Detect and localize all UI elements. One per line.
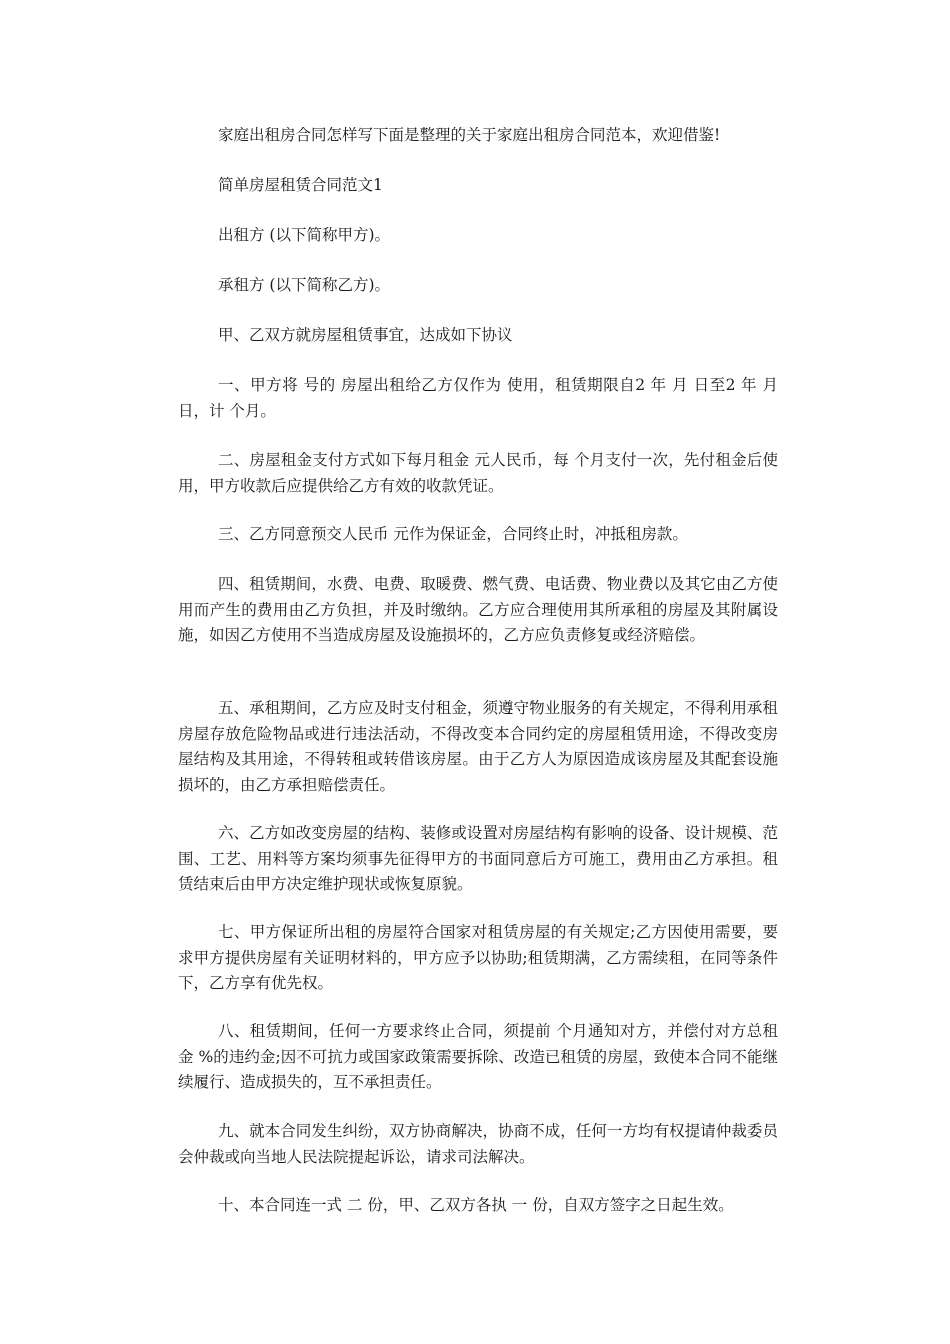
clause-3: 三、乙方同意预交人民币 元作为保证金，合同终止时，冲抵租房款。 bbox=[218, 525, 688, 543]
intro-paragraph: 家庭出租房合同怎样写下面是整理的关于家庭出租房合同范本，欢迎借鉴! bbox=[218, 126, 721, 144]
clause-2: 二、房屋租金支付方式如下每月租金 元人民币，每 个月支付一次，先付租金后使用，甲方收款后应提供给乙方有效的收款凭证。 bbox=[178, 451, 778, 495]
clause-9: 九、就本合同发生纠纷，双方协商解决，协商不成，任何一方均有权提请仲裁委员会仲裁或向当地人民法院提起诉讼，请求司法解决。 bbox=[178, 1122, 778, 1166]
clause-8: 八、租赁期间，任何一方要求终止合同，须提前 个月通知对方，并偿付对方总租金 %的违约金;因不可抗力或国家政策需要拆除、改造已租赁的房屋，致使本合同不能继续履行、造成损失的，互不承担责任。 bbox=[178, 1022, 778, 1092]
clause-5: 五、承租期间，乙方应及时支付租金，须遵守物业服务的有关规定，不得利用承租房屋存放危险物品或进行违法活动，不得改变本合同约定的房屋租赁用途，不得改变房屋结构及其用途，不得转租或转借该房屋。由于乙方人为原因造成该房屋及其配套设施损坏的，由乙方承担赔偿责任。 bbox=[178, 699, 778, 794]
clause-6: 六、乙方如改变房屋的结构、装修或设置对房屋结构有影响的设备、设计规模、范围、工艺、用料等方案均须事先征得甲方的书面同意后方可施工，费用由乙方承担。租赁结束后由甲方决定维护现状或恢复原貌。 bbox=[178, 824, 778, 894]
clause-4: 四、租赁期间，水费、电费、取暖费、燃气费、电话费、物业费以及其它由乙方使用而产生的费用由乙方负担，并及时缴纳。乙方应合理使用其所承租的房屋及其附属设施，如因乙方使用不当造成房屋及设施损坏的，乙方应负责修复或经济赔偿。 bbox=[178, 575, 778, 645]
clause-10: 十、本合同连一式 二 份，甲、乙双方各执 一 份，自双方签字之日起生效。 bbox=[218, 1196, 734, 1214]
lessor-line: 出租方 (以下简称甲方)。 bbox=[218, 226, 391, 244]
lessee-line: 承租方 (以下简称乙方)。 bbox=[218, 276, 391, 294]
clause-7: 七、甲方保证所出租的房屋符合国家对租赁房屋的有关规定;乙方因使用需要，要求甲方提供房屋有关证明材料的，甲方应予以协助;租赁期满，乙方需续租，在同等条件下，乙方享有优先权。 bbox=[178, 923, 778, 993]
contract-title: 简单房屋租赁合同范文1 bbox=[218, 176, 383, 194]
clause-1: 一、甲方将 号的 房屋出租给乙方仅作为 使用，租赁期限自2 年 月 日至2 年 月 日，计 个月。 bbox=[178, 376, 778, 420]
agreement-preamble: 甲、乙双方就房屋租赁事宜，达成如下协议 bbox=[218, 326, 513, 344]
